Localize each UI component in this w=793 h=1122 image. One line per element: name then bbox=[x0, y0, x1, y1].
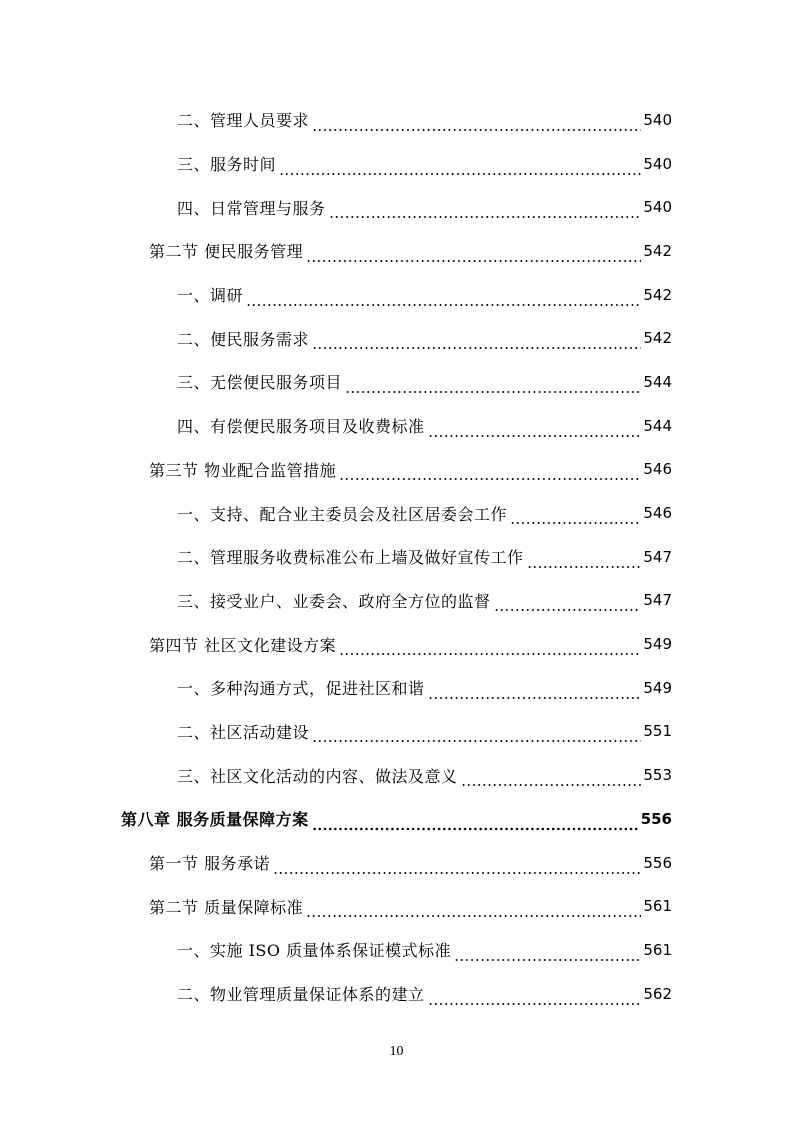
toc-entry-title: 第二节 质量保障标准 bbox=[149, 897, 304, 917]
toc-entry-page-number: 540 bbox=[643, 110, 672, 129]
toc-entry-title: 一、实施 ISO 质量体系保证模式标准 bbox=[177, 941, 452, 961]
toc-entry-page-number: 556 bbox=[640, 809, 672, 828]
toc-dot-leader bbox=[454, 946, 641, 962]
toc-entry-page-number: 540 bbox=[643, 198, 672, 217]
toc-entry-title: 第三节 物业配合监管措施 bbox=[149, 460, 337, 480]
toc-entry-page-number: 562 bbox=[643, 984, 672, 1003]
toc-section-entry[interactable] bbox=[0, 884, 793, 928]
toc-subsection-entry[interactable] bbox=[0, 185, 793, 229]
toc-subsection-entry[interactable] bbox=[0, 273, 793, 317]
toc-entry-page-number: 542 bbox=[643, 329, 672, 348]
toc-entry-title: 二、物业管理质量保证体系的建立 bbox=[177, 985, 425, 1005]
toc-dot-leader bbox=[312, 815, 639, 831]
toc-dot-leader bbox=[329, 203, 642, 219]
toc-dot-leader bbox=[312, 116, 641, 132]
toc-entry-title: 二、管理服务收费标准公布上墙及做好宣传工作 bbox=[177, 548, 524, 568]
toc-subsection-entry[interactable] bbox=[0, 579, 793, 623]
toc-entry-page-number: 542 bbox=[643, 285, 672, 304]
toc-entry-title: 二、管理人员要求 bbox=[177, 111, 310, 131]
toc-entry-page-number: 544 bbox=[643, 416, 672, 435]
toc-dot-leader bbox=[246, 291, 641, 307]
toc-entry-page-number: 547 bbox=[643, 547, 672, 566]
toc-subsection-entry[interactable] bbox=[0, 360, 793, 404]
toc-subsection-entry[interactable] bbox=[0, 928, 793, 972]
toc-entry-page-number: 542 bbox=[643, 241, 672, 260]
toc-dot-leader bbox=[527, 553, 642, 569]
toc-entry-page-number: 549 bbox=[643, 635, 672, 654]
toc-entry-page-number: 547 bbox=[643, 591, 672, 610]
toc-subsection-entry[interactable] bbox=[0, 142, 793, 186]
toc-entry-page-number: 551 bbox=[643, 722, 672, 741]
toc-subsection-entry[interactable] bbox=[0, 491, 793, 535]
toc-entry-title: 一、多种沟通方式，促进社区和谐 bbox=[177, 679, 425, 699]
toc-dot-leader bbox=[312, 727, 641, 743]
toc-dot-leader bbox=[428, 422, 642, 438]
toc-section-entry[interactable] bbox=[0, 229, 793, 273]
toc-subsection-entry[interactable] bbox=[0, 972, 793, 1016]
toc-entry-page-number: 546 bbox=[643, 460, 672, 479]
toc-section-entry[interactable] bbox=[0, 448, 793, 492]
page-number: 10 bbox=[389, 1044, 404, 1059]
toc-dot-leader bbox=[279, 160, 641, 176]
toc-entry-title: 第八章 服务质量保障方案 bbox=[121, 810, 309, 830]
toc-dot-leader bbox=[312, 334, 641, 350]
toc-entry-title: 四、日常管理与服务 bbox=[177, 198, 326, 218]
toc-entry-title: 一、调研 bbox=[177, 286, 244, 306]
toc-subsection-entry[interactable] bbox=[0, 316, 793, 360]
toc-dot-leader bbox=[306, 247, 641, 263]
toc-subsection-entry[interactable] bbox=[0, 710, 793, 754]
toc-entry-page-number: 561 bbox=[643, 897, 672, 916]
toc-entry-title: 三、无偿便民服务项目 bbox=[177, 373, 343, 393]
toc-entry-page-number: 561 bbox=[643, 940, 672, 959]
toc-entry-title: 二、便民服务需求 bbox=[177, 329, 310, 349]
toc-section-entry[interactable] bbox=[0, 622, 793, 666]
toc-entry-page-number: 556 bbox=[643, 853, 672, 872]
toc-dot-leader bbox=[273, 859, 641, 875]
toc-dot-leader bbox=[461, 771, 642, 787]
toc-entry-title: 三、接受业户、业委会、政府全方位的监督 bbox=[177, 591, 491, 611]
toc-subsection-entry[interactable] bbox=[0, 404, 793, 448]
toc-entry-page-number: 549 bbox=[643, 678, 672, 697]
toc-entry-title: 四、有偿便民服务项目及收费标准 bbox=[177, 417, 425, 437]
toc-entry-page-number: 553 bbox=[643, 766, 672, 785]
toc-dot-leader bbox=[339, 465, 641, 481]
toc-dot-leader bbox=[494, 596, 642, 612]
toc-entry-page-number: 544 bbox=[643, 372, 672, 391]
toc-dot-leader bbox=[428, 684, 642, 700]
toc-entry-title: 三、社区文化活动的内容、做法及意义 bbox=[177, 766, 458, 786]
toc-dot-leader bbox=[339, 640, 641, 656]
toc-entry-page-number: 546 bbox=[643, 504, 672, 523]
toc-entry-title: 三、服务时间 bbox=[177, 155, 277, 175]
toc-section-entry[interactable] bbox=[0, 841, 793, 885]
toc-dot-leader bbox=[428, 990, 642, 1006]
toc-subsection-entry[interactable] bbox=[0, 666, 793, 710]
toc-dot-leader bbox=[510, 509, 641, 525]
toc-entry-page-number: 540 bbox=[643, 154, 672, 173]
toc-dot-leader bbox=[345, 378, 641, 394]
toc-entry-title: 二、社区活动建设 bbox=[177, 722, 310, 742]
toc-entry-title: 第一节 服务承诺 bbox=[149, 854, 271, 874]
toc-chapter-entry[interactable] bbox=[0, 797, 793, 841]
toc-entry-title: 第二节 便民服务管理 bbox=[149, 242, 304, 262]
toc-entry-title: 一、支持、配合业主委员会及社区居委会工作 bbox=[177, 504, 508, 524]
table-of-contents bbox=[0, 98, 793, 1015]
toc-entry-title: 第四节 社区文化建设方案 bbox=[149, 635, 337, 655]
toc-subsection-entry[interactable] bbox=[0, 753, 793, 797]
toc-subsection-entry[interactable] bbox=[0, 98, 793, 142]
toc-subsection-entry[interactable] bbox=[0, 535, 793, 579]
toc-dot-leader bbox=[306, 902, 641, 918]
